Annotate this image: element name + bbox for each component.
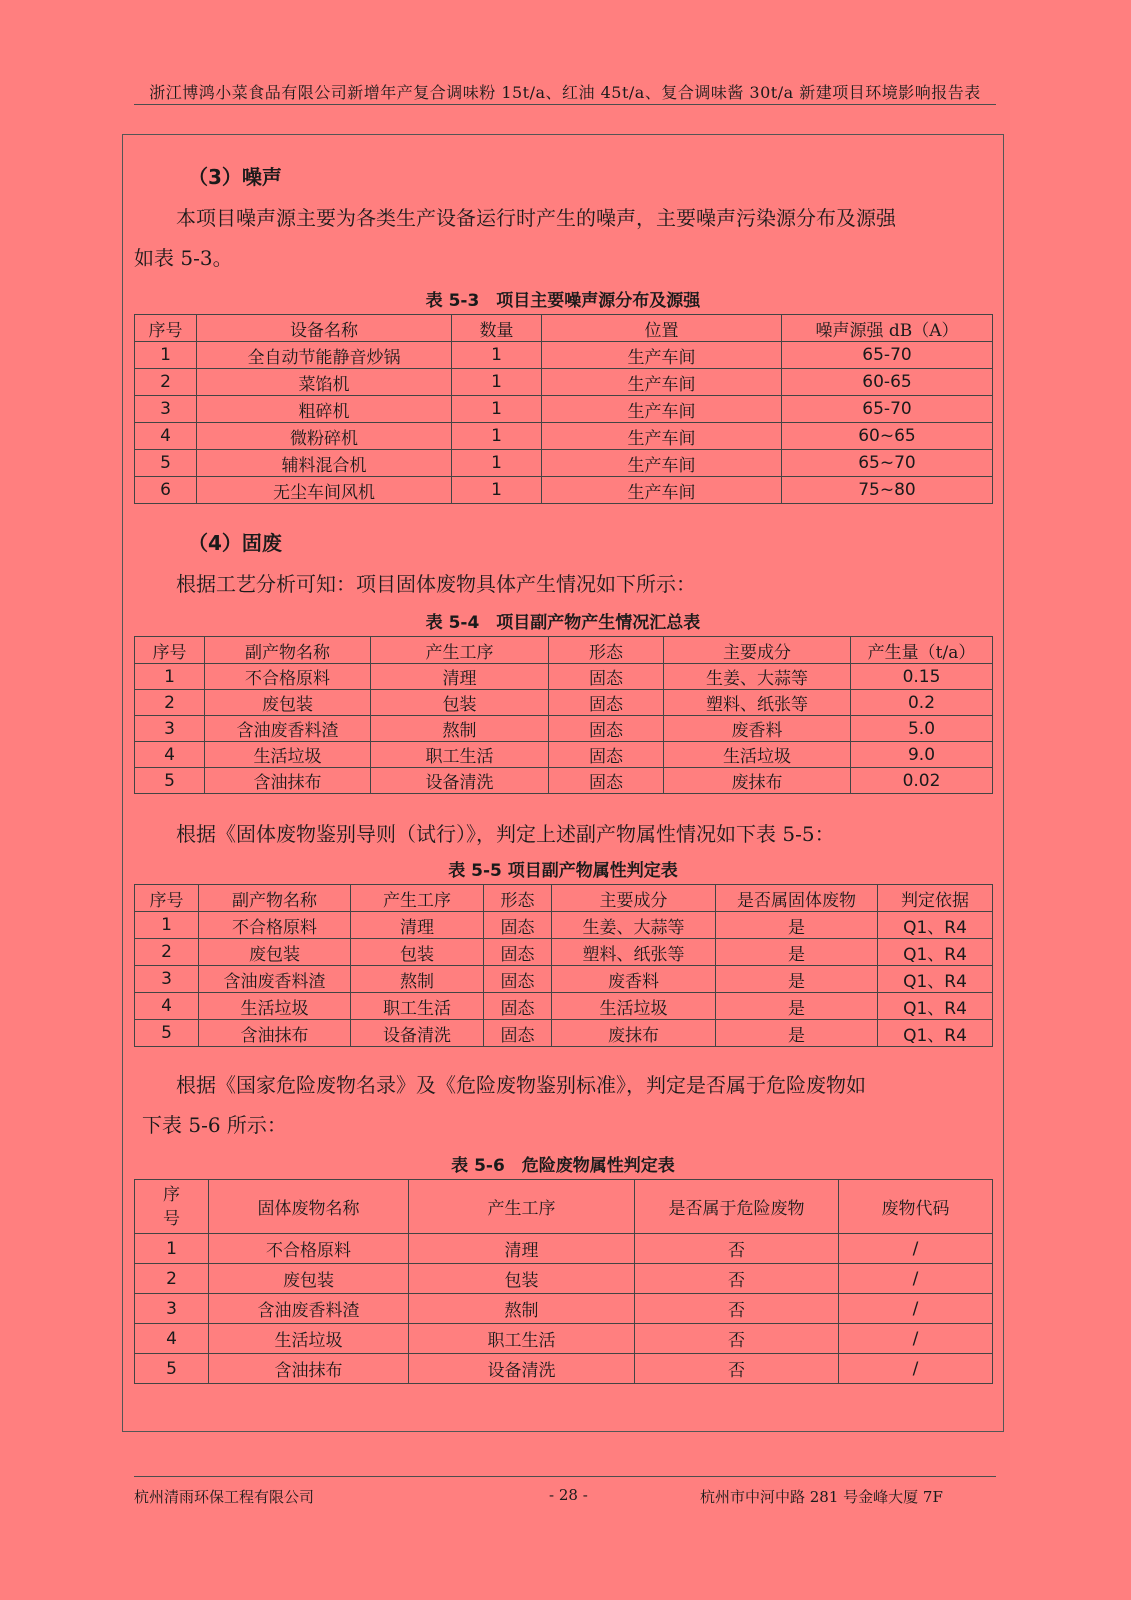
attribute-paragraph: 根据《固体废物鉴别导则（试行）》，判定上述副产物属性情况如下表 5-5：: [176, 822, 835, 846]
table-row: [135, 369, 993, 396]
table-cell: 1: [135, 664, 205, 690]
table-cell: 生活垃圾: [205, 742, 371, 768]
table-cell: 是: [716, 939, 878, 966]
noise-heading: （3）噪声: [188, 165, 282, 189]
table-cell: 微粉碎机: [197, 423, 452, 450]
byproduct-table: [134, 636, 993, 794]
table-cell: 生活垃圾: [209, 1324, 409, 1354]
table-cell: 65~70: [782, 450, 993, 477]
table-cell: 固态: [549, 690, 664, 716]
table-row: [135, 768, 993, 794]
table-cell: 清理: [351, 912, 484, 939]
table-cell: 职工生活: [409, 1324, 635, 1354]
table-cell: 1: [452, 369, 542, 396]
table-cell: 塑料、纸张等: [552, 939, 716, 966]
table-header-row: [135, 315, 993, 342]
table-cell: 5.0: [851, 716, 993, 742]
table-cell: 菜馅机: [197, 369, 452, 396]
table-cell: 4: [135, 423, 197, 450]
table-row: [135, 966, 993, 993]
table-cell: 1: [452, 450, 542, 477]
table-cell: 60-65: [782, 369, 993, 396]
table-cell: 固态: [549, 716, 664, 742]
table-cell: /: [839, 1354, 993, 1384]
footer-rule: [134, 1476, 996, 1477]
table-cell: 1: [452, 342, 542, 369]
attribute-table: [134, 884, 993, 1047]
table-cell: 生活垃圾: [552, 993, 716, 1020]
table-row: [135, 342, 993, 369]
table-cell: 包装: [351, 939, 484, 966]
table-cell: 1: [135, 1234, 209, 1264]
column-header: 副产物名称: [199, 885, 351, 912]
table-cell: /: [839, 1324, 993, 1354]
table-cell: 设备清洗: [351, 1020, 484, 1047]
table-cell: 固态: [484, 1020, 552, 1047]
table-cell: /: [839, 1264, 993, 1294]
footer-company: 杭州清雨环保工程有限公司: [134, 1488, 315, 1506]
table-cell: 含油抹布: [205, 768, 371, 794]
table-cell: 4: [135, 742, 205, 768]
column-header: 序号: [135, 315, 197, 342]
table-cell: Q1、R4: [878, 939, 993, 966]
table-cell: 6: [135, 477, 197, 504]
solid-waste-paragraph: 根据工艺分析可知：项目固体废物具体产生情况如下所示：: [176, 572, 696, 596]
table-5-6-caption: 表 5-6 危险废物属性判定表: [451, 1156, 675, 1176]
table-row: [135, 939, 993, 966]
table-cell: 塑料、纸张等: [664, 690, 851, 716]
table-cell: 4: [135, 993, 199, 1020]
table-cell: 无尘车间风机: [197, 477, 452, 504]
table-cell: 含油废香料渣: [199, 966, 351, 993]
footer-address: 杭州市中河中路 281 号金峰大厦 7F: [700, 1488, 943, 1506]
table-cell: 65-70: [782, 396, 993, 423]
table-cell: 生活垃圾: [664, 742, 851, 768]
table-cell: 是: [716, 966, 878, 993]
table-row: [135, 742, 993, 768]
table-cell: 否: [635, 1234, 839, 1264]
noise-paragraph-2: 如表 5-3。: [134, 246, 233, 270]
column-header: 是否属固体废物: [716, 885, 878, 912]
table-cell: 5: [135, 1354, 209, 1384]
column-header: 副产物名称: [205, 637, 371, 664]
table-cell: 包装: [409, 1264, 635, 1294]
noise-paragraph-1: 本项目噪声源主要为各类生产设备运行时产生的噪声，主要噪声污染源分布及源强: [176, 206, 896, 230]
table-cell: Q1、R4: [878, 912, 993, 939]
table-row: [135, 1294, 993, 1324]
table-cell: 设备清洗: [409, 1354, 635, 1384]
column-header: 是否属于危险废物: [635, 1180, 839, 1234]
table-cell: 3: [135, 966, 199, 993]
table-cell: 熬制: [351, 966, 484, 993]
column-header: 位置: [542, 315, 782, 342]
table-header-row: [135, 1180, 993, 1234]
table-cell: 0.15: [851, 664, 993, 690]
page-content: [134, 160, 992, 1384]
table-cell: 否: [635, 1324, 839, 1354]
table-cell: /: [839, 1294, 993, 1324]
table-cell: 生产车间: [542, 423, 782, 450]
column-header: 序号: [135, 885, 199, 912]
table-cell: 1: [452, 396, 542, 423]
column-header: 产生量（t/a）: [851, 637, 993, 664]
table-cell: 辅料混合机: [197, 450, 452, 477]
table-cell: 2: [135, 1264, 209, 1294]
table-row: [135, 912, 993, 939]
page-number: - 28 -: [549, 1486, 588, 1504]
table-cell: 否: [635, 1354, 839, 1384]
table-cell: 不合格原料: [205, 664, 371, 690]
table-cell: 不合格原料: [209, 1234, 409, 1264]
table-cell: 固态: [549, 742, 664, 768]
table-cell: 废抹布: [552, 1020, 716, 1047]
table-cell: 生产车间: [542, 369, 782, 396]
table-cell: 固态: [484, 912, 552, 939]
page-header: 浙江博鸿小菜食品有限公司新增年产复合调味粉 15t/a、红油 45t/a、复合调味酱 30t/a 新建项目环境影响报告表: [149, 83, 981, 102]
table-cell: 3: [135, 716, 205, 742]
table-row: [135, 396, 993, 423]
column-header: 主要成分: [664, 637, 851, 664]
table-row: [135, 450, 993, 477]
table-cell: 废香料: [552, 966, 716, 993]
table-cell: 生产车间: [542, 396, 782, 423]
table-cell: 1: [135, 342, 197, 369]
column-header: 主要成分: [552, 885, 716, 912]
table-cell: 0.2: [851, 690, 993, 716]
table-header-row: [135, 885, 993, 912]
table-cell: 否: [635, 1294, 839, 1324]
table-cell: 废抹布: [664, 768, 851, 794]
column-header: 形态: [549, 637, 664, 664]
table-cell: Q1、R4: [878, 993, 993, 1020]
table-cell: 是: [716, 993, 878, 1020]
hazardous-paragraph-1: 根据《国家危险废物名录》及《危险废物鉴别标准》，判定是否属于危险废物如: [176, 1073, 866, 1097]
table-cell: 4: [135, 1324, 209, 1354]
table-cell: 熬制: [409, 1294, 635, 1324]
table-cell: 职工生活: [371, 742, 549, 768]
column-header: 产生工序: [409, 1180, 635, 1234]
table-cell: 全自动节能静音炒锅: [197, 342, 452, 369]
table-cell: 否: [635, 1264, 839, 1294]
table-cell: 9.0: [851, 742, 993, 768]
table-cell: 60~65: [782, 423, 993, 450]
table-cell: 含油抹布: [209, 1354, 409, 1384]
table-cell: 3: [135, 1294, 209, 1324]
table-5-4-caption: 表 5-4 项目副产物产生情况汇总表: [425, 613, 701, 633]
table-cell: 废包装: [199, 939, 351, 966]
table-cell: 固态: [549, 664, 664, 690]
table-cell: 5: [135, 450, 197, 477]
table-cell: 含油废香料渣: [205, 716, 371, 742]
table-cell: 生姜、大蒜等: [664, 664, 851, 690]
table-cell: 生产车间: [542, 450, 782, 477]
table-row: [135, 690, 993, 716]
table-cell: 固态: [549, 768, 664, 794]
table-header-row: [135, 637, 993, 664]
table-cell: Q1、R4: [878, 966, 993, 993]
column-header: 废物代码: [839, 1180, 993, 1234]
column-header: 序号: [135, 637, 205, 664]
table-row: [135, 716, 993, 742]
table-cell: Q1、R4: [878, 1020, 993, 1047]
table-row: [135, 993, 993, 1020]
table-cell: 固态: [484, 993, 552, 1020]
solid-waste-heading: （4）固废: [188, 531, 282, 555]
table-cell: 不合格原料: [199, 912, 351, 939]
table-5-5-caption: 表 5-5 项目副产物属性判定表: [448, 861, 678, 881]
column-header: 形态: [484, 885, 552, 912]
column-header: 噪声源强 dB（A）: [782, 315, 993, 342]
noise-table: [134, 314, 993, 504]
table-cell: 75~80: [782, 477, 993, 504]
table-row: [135, 423, 993, 450]
table-cell: 熬制: [371, 716, 549, 742]
table-cell: 生产车间: [542, 477, 782, 504]
table-cell: 3: [135, 396, 197, 423]
table-cell: 清理: [371, 664, 549, 690]
table-cell: 职工生活: [351, 993, 484, 1020]
table-cell: 生活垃圾: [199, 993, 351, 1020]
table-row: [135, 1324, 993, 1354]
table-cell: 设备清洗: [371, 768, 549, 794]
table-cell: 废包装: [205, 690, 371, 716]
header-rule: [134, 104, 996, 105]
table-5-3-caption: 表 5-3 项目主要噪声源分布及源强: [425, 291, 701, 311]
table-cell: 1: [452, 423, 542, 450]
table-cell: 2: [135, 369, 197, 396]
hazardous-paragraph-2: 下表 5-6 所示：: [142, 1113, 287, 1137]
table-row: [135, 477, 993, 504]
table-cell: 2: [135, 690, 205, 716]
table-cell: 是: [716, 1020, 878, 1047]
table-cell: 固态: [484, 966, 552, 993]
table-cell: 2: [135, 939, 199, 966]
table-cell: 生姜、大蒜等: [552, 912, 716, 939]
table-cell: 固态: [484, 939, 552, 966]
table-cell: 65-70: [782, 342, 993, 369]
table-cell: 1: [135, 912, 199, 939]
column-header: 序号: [135, 1180, 209, 1234]
table-cell: 含油废香料渣: [209, 1294, 409, 1324]
table-cell: 生产车间: [542, 342, 782, 369]
table-cell: 废包装: [209, 1264, 409, 1294]
column-header: 判定依据: [878, 885, 993, 912]
column-header: 产生工序: [371, 637, 549, 664]
table-cell: 0.02: [851, 768, 993, 794]
hazardous-table: [134, 1179, 993, 1384]
table-row: [135, 1020, 993, 1047]
table-cell: 是: [716, 912, 878, 939]
table-cell: 清理: [409, 1234, 635, 1264]
table-cell: 5: [135, 1020, 199, 1047]
table-row: [135, 664, 993, 690]
table-cell: /: [839, 1234, 993, 1264]
table-row: [135, 1234, 993, 1264]
table-cell: 废香料: [664, 716, 851, 742]
table-cell: 5: [135, 768, 205, 794]
table-cell: 包装: [371, 690, 549, 716]
table-row: [135, 1264, 993, 1294]
table-cell: 粗碎机: [197, 396, 452, 423]
table-cell: 1: [452, 477, 542, 504]
column-header: 数量: [452, 315, 542, 342]
table-cell: 含油抹布: [199, 1020, 351, 1047]
column-header: 固体废物名称: [209, 1180, 409, 1234]
column-header: 设备名称: [197, 315, 452, 342]
table-row: [135, 1354, 993, 1384]
column-header: 产生工序: [351, 885, 484, 912]
